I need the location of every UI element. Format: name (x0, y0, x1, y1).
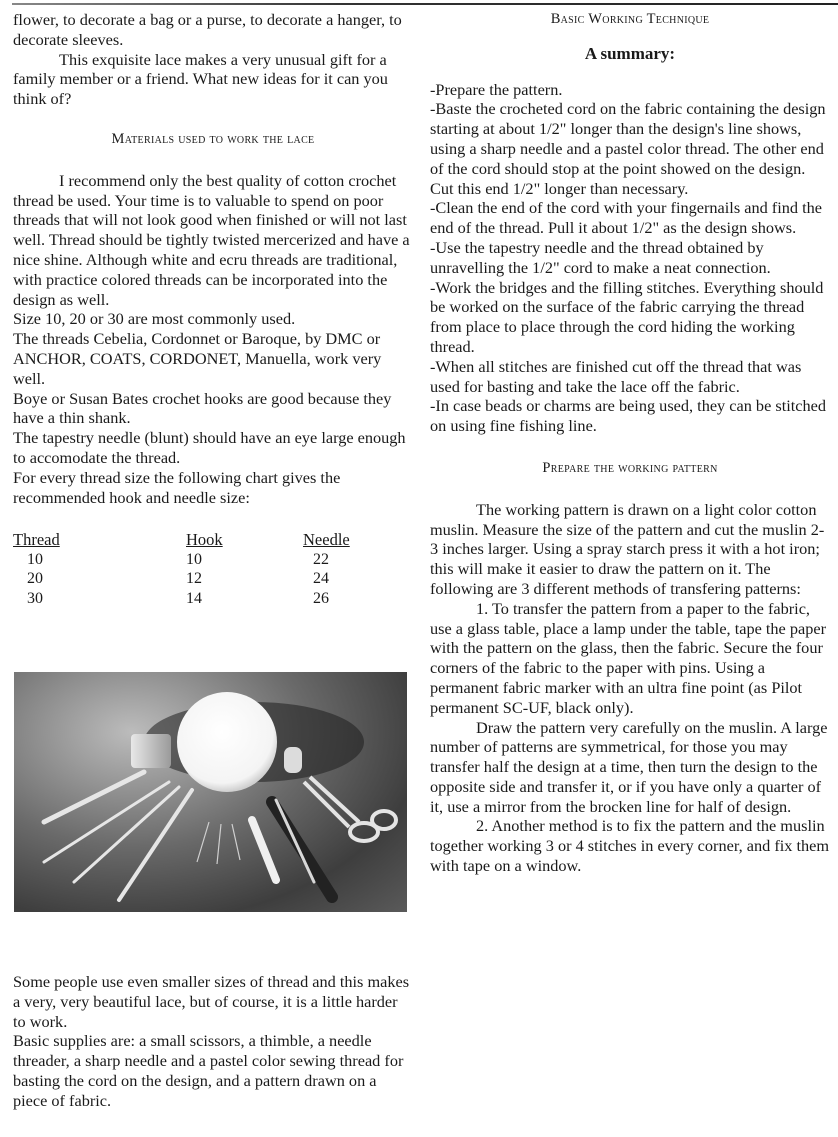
summary-step: -Clean the end of the cord with your fingernails and find the end of the thread. Pull it about 1/2" as the design shows. (430, 198, 822, 238)
table-cell: 26 (313, 589, 329, 607)
summary-step: -In case beads or charms are being used, they can be stitched on using fine fishing line. (430, 396, 827, 436)
pattern-paragraph: 2. Another method is to fix the pattern and the muslin together working 3 or 4 stitches in every corner, and fix them with tape on a window. (430, 816, 830, 876)
pattern-paragraph: Draw the pattern very carefully on the muslin. A large number of patterns are symmetrical, for those you may transfer half the design at a time, then turn the design to the opposite side and transfer it, or if you have only a quarter of it, use a mirror from the brocken line for half of design. (430, 717, 828, 816)
table-cell: 30 (27, 589, 43, 607)
materials-paragraph: I recommend only the best quality of cotton crochet thread be used. Your time is to valuable to spend on poor threads that will not look good when finished or will not last well. Thread should be tightly twisted mercerized and have a nice shine. Although white and ecru threads are traditional, with practice colored threads can be incorporated into the design as well. (13, 170, 410, 309)
body-paragraph: Basic supplies are: a small scissors, a thimble, a needle threader, a sharp needle and a pastel color sewing thread for basting the cord on the design, and a pattern drawn on a piece of fabric. (13, 1031, 404, 1110)
table-cell: 22 (313, 550, 329, 568)
summary-step: -When all stitches are finished cut off the thread that was used for basting and take the lace off the fabric. (430, 356, 802, 396)
table-cell: 12 (186, 570, 202, 588)
pattern-heading: Prepare the working pattern (542, 459, 718, 476)
spool-icon (131, 734, 171, 768)
summary-step: -Work the bridges and the filling stitches. Everything should be worked on the surface of the fabric carrying the thread from place to place through the cord hiding the working thread. (430, 277, 824, 356)
pattern-paragraph: The working pattern is drawn on a light color cotton muslin. Measure the size of the pattern and cut the muslin 2-3 inches larger. Using a spray starch press it with a hot iron; this will make it easier to draw the pattern on it. The following are 3 different methods of transfering patterns: (430, 499, 825, 598)
intro-paragraph: flower, to decorate a bag or a purse, to decorate a hanger, to decorate sleeves. (13, 10, 402, 49)
summary-step: -Use the tapestry needle and the thread obtained by unravelling the 1/2" cord to make a neat connection. (430, 237, 771, 277)
right-column (430, 10, 830, 876)
materials-line: For every thread size the following chart gives the recommended hook and needle size: (13, 467, 341, 507)
table-header-needle: Needle (303, 530, 350, 550)
table-header-thread: Thread (13, 530, 60, 550)
table-cell: 24 (313, 570, 329, 588)
body-paragraph: Some people use even smaller sizes of thread and this makes a very, very beautiful lace, but of course, it is a little harder to work. (13, 972, 410, 1031)
intro-paragraph: This exquisite lace makes a very unusual gift for a family member or a friend. What new ideas for it can you think of? (13, 49, 388, 109)
table-cell: 14 (186, 589, 202, 607)
table-cell: 10 (27, 550, 43, 568)
thread-ball-icon (177, 692, 277, 792)
materials-line: The threads Cebelia, Cordonnet or Baroque, by DMC or ANCHOR, COATS, CORDONET, Manuella, work very well. (13, 329, 382, 388)
materials-line: The tapestry needle (blunt) should have an eye large enough to accomodate the thread. (13, 428, 406, 467)
technique-heading: Basic Working Technique (550, 11, 710, 27)
materials-line: Size 10, 20 or 30 are most commonly used. (13, 309, 296, 329)
table-cell: 20 (27, 570, 43, 588)
left-column (13, 10, 413, 608)
table-header-hook: Hook (186, 530, 223, 550)
summary-heading: A summary: (584, 43, 676, 63)
materials-line: Boye or Susan Bates crochet hooks are good because they have a thin shank. (13, 388, 392, 428)
pattern-paragraph: 1. To transfer the pattern from a paper to the fabric, use a glass table, place a lamp under the table, tape the paper with the pattern on the glass, then the fabric. Secure the four corners of the fabric to the paper with pins. Using a permanent fabric marker with an ultra fine point (as Pilot permanent SC-UF, black only). (430, 598, 827, 717)
thimble-icon (284, 747, 302, 773)
summary-step: -Baste the crocheted cord on the fabric containing the design starting at about 1/2" longer than the design's line shows, using a sharp needle and a pastel color thread. The other end of the cord should stop at the point showed on the design. Cut this end 1/2" longer than necessary. (430, 99, 826, 198)
size-table (13, 530, 413, 608)
supplies-photo (14, 672, 407, 912)
left-column-bottom (13, 972, 413, 1111)
summary-step: -Prepare the pattern. (430, 79, 563, 99)
table-cell: 10 (186, 550, 202, 568)
top-rule (12, 3, 838, 5)
materials-heading: Materials used to work the lace (111, 130, 315, 147)
